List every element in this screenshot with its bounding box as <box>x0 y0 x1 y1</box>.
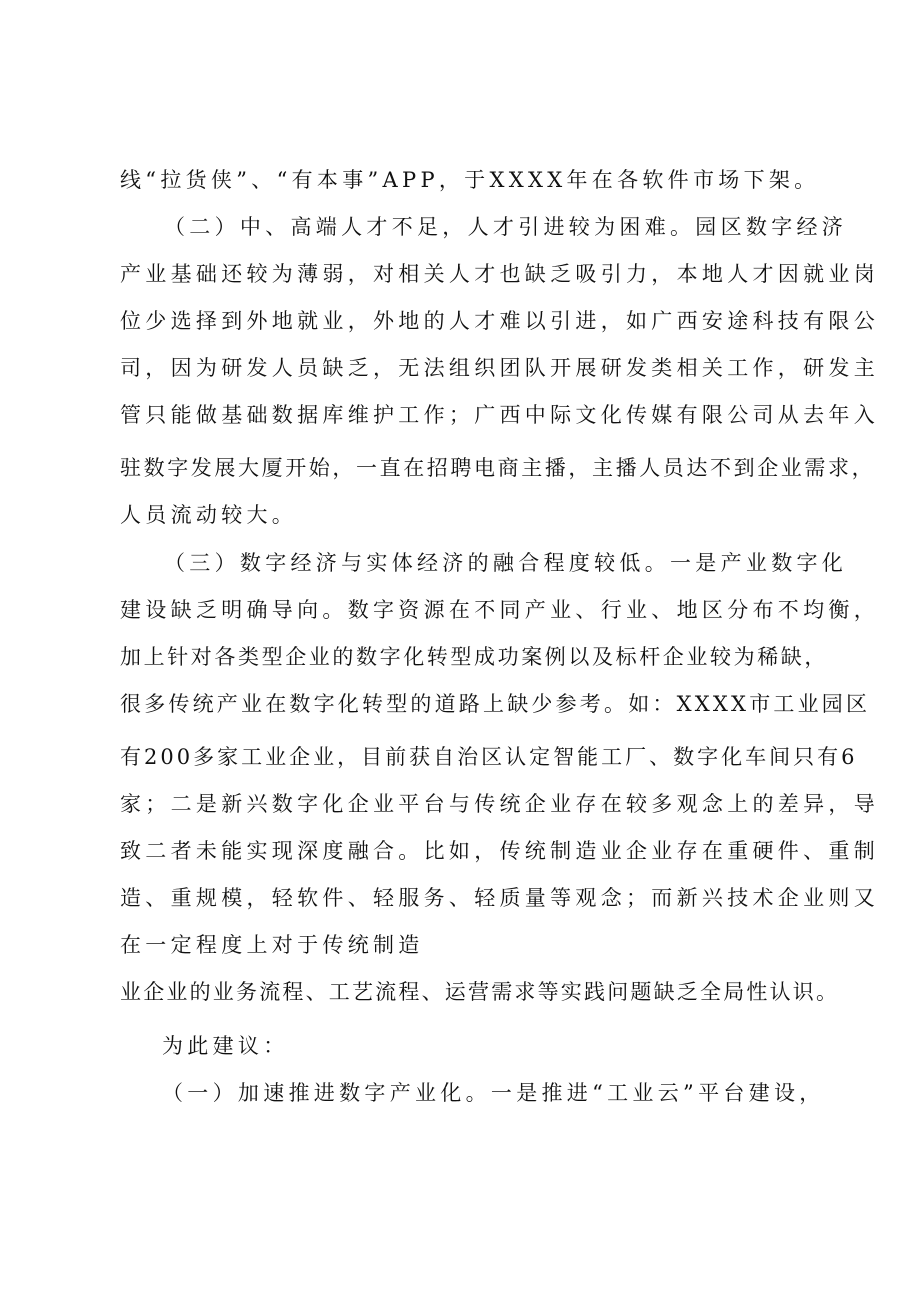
paragraph-line: 业企业的业务流程、工艺流程、运营需求等实践问题缺乏全局性认识。 <box>120 980 840 1004</box>
paragraph-line: （二）中、高端人才不足，人才引进较为困难。园区数字经济 <box>164 215 848 239</box>
paragraph-line: 在一定程度上对于传统制造 <box>120 933 424 957</box>
paragraph-line: 加上针对各类型企业的数字化转型成功案例以及标杆企业较为稀缺， <box>120 645 828 669</box>
paragraph-line: 人员流动较大。 <box>120 503 298 527</box>
paragraph-line: 很多传统产业在数字化转型的道路上缺少参考。如：XXXX市工业园区 <box>120 692 871 716</box>
paragraph-line: 位少选择到外地就业，外地的人才难以引进，如广西安途科技有限公 <box>120 309 879 333</box>
paragraph-line: 司，因为研发人员缺乏，无法组织团队开展研发类相关工作，研发主 <box>120 356 879 380</box>
paragraph-line: 造、重规模，轻软件、轻服务、轻质量等观念；而新兴技术企业则又 <box>120 886 879 910</box>
paragraph-line: 家；二是新兴数字化企业平台与传统企业存在较多观念上的差异，导 <box>120 792 879 816</box>
paragraph-line: 建设缺乏明确导向。数字资源在不同产业、行业、地区分布不均衡， <box>120 598 879 622</box>
paragraph-line: 为此建议： <box>162 1034 289 1058</box>
paragraph-line: 致二者未能实现深度融合。比如，传统制造业企业存在重硬件、重制 <box>120 839 879 863</box>
paragraph-line: 产业基础还较为薄弱，对相关人才也缺乏吸引力，本地人才因就业岗 <box>120 262 879 286</box>
paragraph-line: （三）数字经济与实体经济的融合程度较低。一是产业数字化 <box>164 551 848 575</box>
paragraph-line: 有200多家工业企业，目前获自治区认定智能工厂、数字化车间只有6 <box>120 745 858 769</box>
paragraph-line: 管只能做基础数据库维护工作；广西中际文化传媒有限公司从去年入 <box>120 403 879 427</box>
paragraph-line: 驻数字发展大厦开始，一直在招聘电商主播，主播人员达不到企业需求， <box>120 456 876 480</box>
paragraph-line: 线“拉货侠”、“有本事”APP，于XXXX年在各软件市场下架。 <box>120 168 820 192</box>
paragraph-line: （一）加速推进数字产业化。一是推进“工业云”平台建设， <box>162 1081 825 1105</box>
